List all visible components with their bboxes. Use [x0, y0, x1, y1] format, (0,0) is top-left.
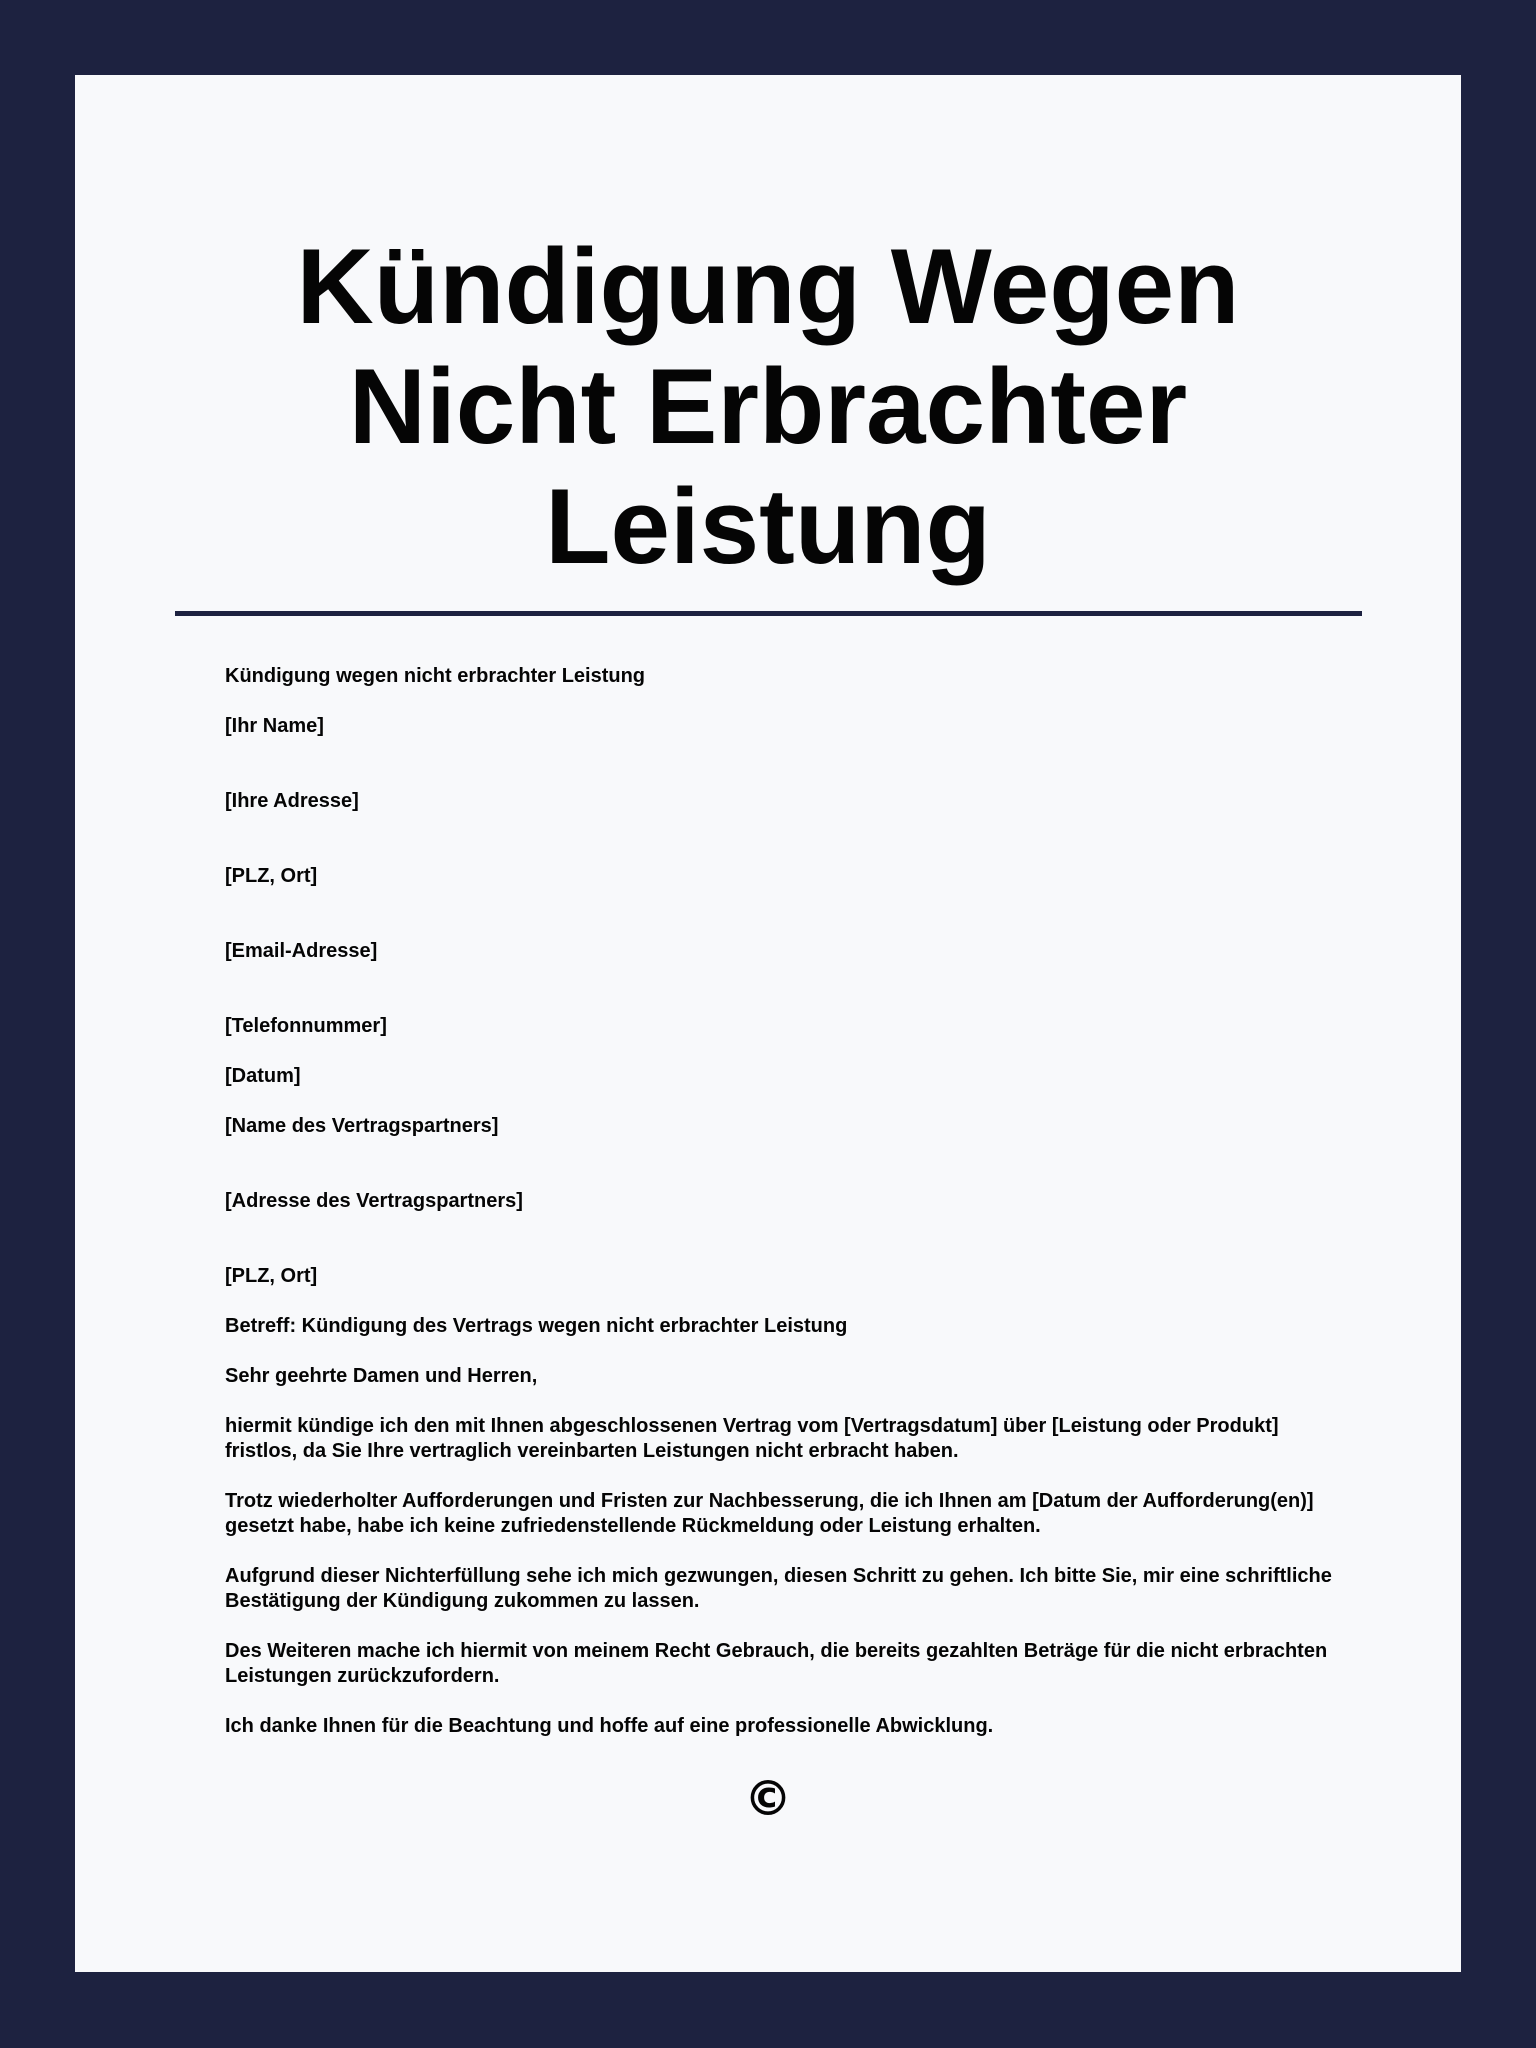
- letter-paragraph: Des Weiteren mache ich hiermit von meinem Recht Gebrauch, die bereits gezahlten Beträge für die nicht erbrachten Leistungen zurückzufordern.: [225, 1640, 1328, 1687]
- sender-address: [Ihre Adresse]: [225, 790, 359, 812]
- recipient-zip-city: [PLZ, Ort]: [225, 1265, 318, 1287]
- title-divider: [175, 611, 1362, 616]
- sender-name: [Ihr Name]: [225, 715, 324, 737]
- letter-paragraph: Trotz wiederholter Aufforderungen und Fristen zur Nachbesserung, die ich Ihnen am [Datum der Aufforderung(en)] gesetzt habe, habe ich keine zufriedenstellende Rückmeldung oder Leistung erhalten.: [225, 1490, 1314, 1537]
- letter-paragraph: Aufgrund dieser Nichterfüllung sehe ich mich gezwungen, diesen Schritt zu gehen. Ich bitte Sie, mir eine schriftliche Bestätigung der Kündigung zukommen zu lassen.: [225, 1565, 1332, 1612]
- document-title-line: Leistung: [545, 466, 991, 586]
- document-title-line: Nicht Erbrachter: [348, 346, 1188, 466]
- letter-date: [Datum]: [225, 1065, 301, 1087]
- sender-zip-city: [PLZ, Ort]: [225, 865, 318, 887]
- document-title-line: Kündigung Wegen: [296, 226, 1240, 346]
- sender-phone: [Telefonnummer]: [225, 1015, 387, 1037]
- letter-subject: Betreff: Kündigung des Vertrags wegen nicht erbrachter Leistung: [225, 1315, 848, 1337]
- sender-email: [Email-Adresse]: [225, 940, 378, 962]
- letter-salutation: Sehr geehrte Damen und Herren,: [225, 1365, 538, 1387]
- document-title: [0, 226, 1536, 586]
- recipient-address: [Adresse des Vertragspartners]: [225, 1190, 523, 1212]
- copyright-icon: ©: [744, 1771, 792, 1827]
- letter-paragraph: hiermit kündige ich den mit Ihnen abgeschlossenen Vertrag vom [Vertragsdatum] über [Leistung oder Produkt] fristlos, da Sie Ihre vertraglich vereinbarten Leistungen nicht erbracht haben.: [225, 1415, 1279, 1462]
- letter-paragraph: Ich danke Ihnen für die Beachtung und hoffe auf eine professionelle Abwicklung.: [225, 1715, 994, 1737]
- letter-heading: Kündigung wegen nicht erbrachter Leistung: [225, 665, 646, 687]
- recipient-name: [Name des Vertragspartners]: [225, 1115, 499, 1137]
